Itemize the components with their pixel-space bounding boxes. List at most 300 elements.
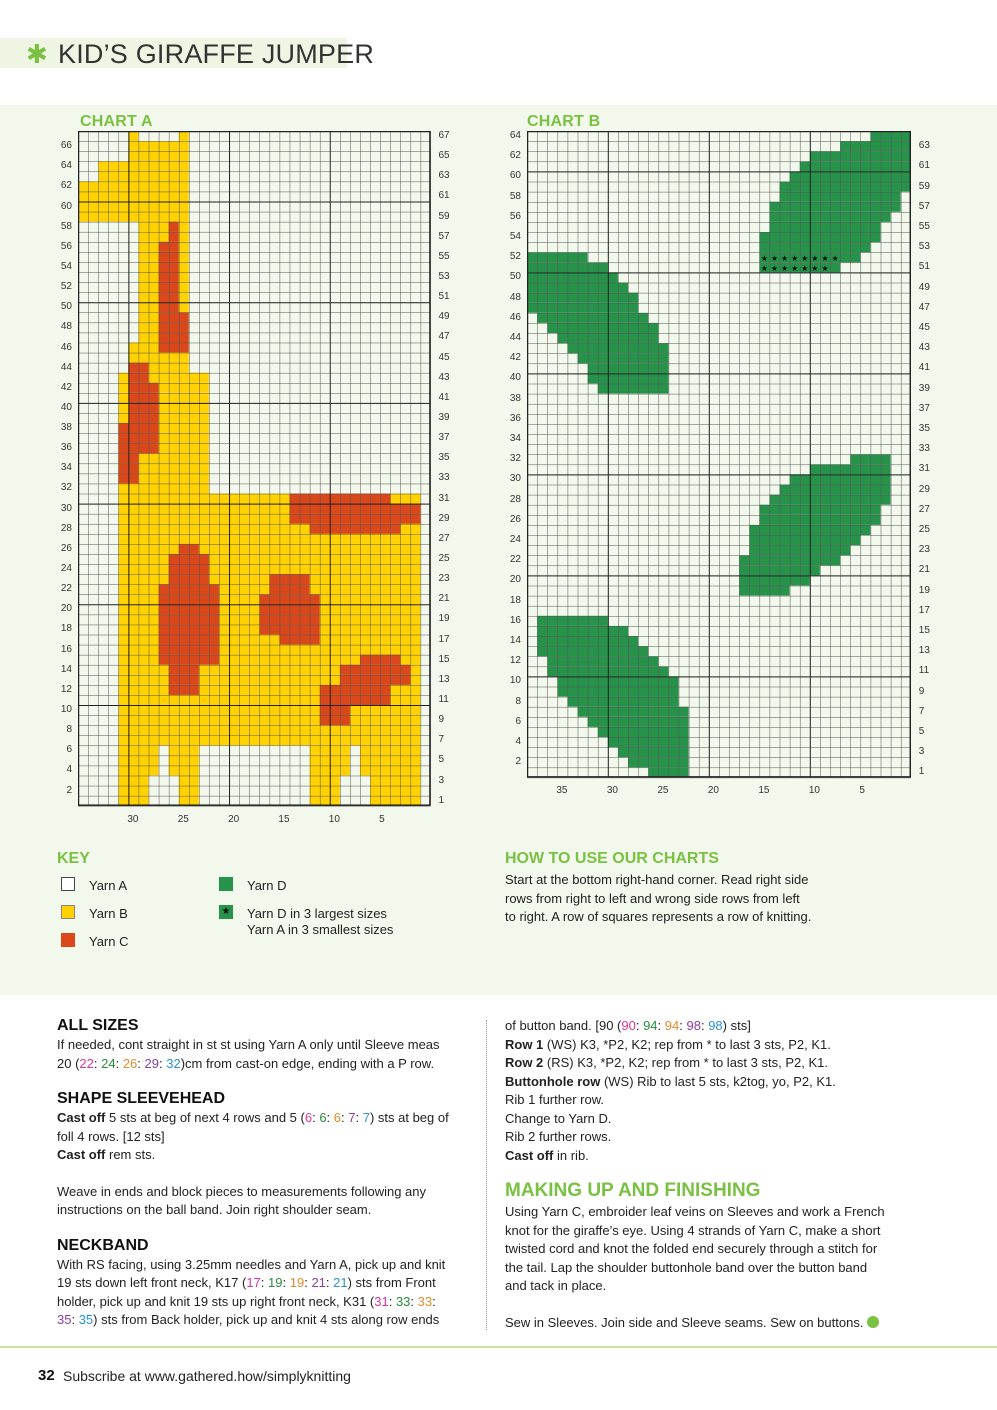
stitch-block [759, 505, 880, 515]
row-label: 45 [438, 351, 450, 363]
stitch-block [527, 272, 618, 282]
row-label: 31 [918, 463, 930, 475]
stitch-block [159, 292, 179, 302]
neck-line: 19 sts down left front neck, K17 (17: 19: 19: 21: 21) sts from Front [57, 1275, 436, 1290]
stitch-block [98, 161, 189, 171]
column-label: 10 [328, 813, 340, 825]
all-sizes-heading: ALL SIZES [57, 1017, 139, 1034]
column-label: 25 [177, 813, 189, 825]
stitch-block [769, 222, 880, 232]
howto-line: Start at the bottom right-hand corner. Read right side [505, 872, 809, 887]
row-label: 57 [438, 230, 450, 242]
row-label: 42 [60, 381, 72, 393]
row-label: 31 [438, 492, 450, 504]
page-title: KID’S GIRAFFE JUMPER [58, 39, 375, 69]
stitch-block [159, 242, 179, 252]
stitch-block [118, 775, 148, 785]
stitch-block [128, 141, 188, 151]
making-up-heading: MAKING UP AND FINISHING [505, 1180, 761, 1201]
stitch-block [118, 786, 148, 796]
row-label: 6 [515, 715, 521, 727]
star-stitch: ★ [760, 263, 768, 273]
stitch-block [128, 383, 148, 393]
row-label: 46 [60, 341, 72, 353]
yarn-d-label: Yarn D [247, 878, 287, 893]
stitch-block [169, 765, 199, 775]
stitch-block [810, 151, 911, 161]
row-label: 1 [438, 794, 444, 806]
row-label: 37 [918, 402, 930, 414]
row-label: 34 [509, 433, 521, 445]
row-label: 2 [515, 756, 521, 768]
row-label: 24 [60, 563, 72, 575]
cast-off-line: Cast off in rib. [505, 1147, 589, 1163]
column-label: 20 [228, 813, 240, 825]
row-label: 27 [918, 503, 930, 515]
row-label: 19 [438, 613, 450, 625]
row-label: 32 [60, 482, 72, 494]
stitch-block [169, 564, 209, 574]
row-label: 34 [60, 462, 72, 474]
making-line: twisted cord and knot the folded end securely through a stitch for [505, 1241, 878, 1256]
row-label: 62 [509, 150, 521, 162]
column-label: 10 [808, 785, 820, 797]
stitch-block [608, 737, 689, 747]
weave-line: instructions on the ball band. Join right shoulder seam. [57, 1202, 372, 1217]
row-label: 53 [438, 271, 450, 282]
stitch-block [648, 767, 688, 777]
row-label: 56 [60, 240, 72, 252]
buttonhole-line: Buttonhole row (WS) Rib to last 5 sts, k2tog, yo, P2, K1. [505, 1073, 836, 1089]
row-label: 16 [60, 643, 72, 655]
stitch-block [567, 697, 678, 707]
row-label: 48 [60, 321, 72, 333]
row-label: 40 [60, 401, 72, 413]
row-label: 30 [60, 502, 72, 514]
stitch-block [780, 192, 901, 202]
star-stitch: ★ [811, 263, 819, 273]
stitch-block [169, 755, 199, 765]
stitch-block [578, 353, 669, 363]
row-label: 61 [918, 160, 930, 172]
row-label: 13 [438, 673, 450, 685]
stitch-block [159, 252, 179, 262]
star-stitch: ★ [760, 253, 768, 263]
stitch-block [128, 423, 158, 433]
shape-line: Cast off 5 sts at beg of next 4 rows and 5 (6: 6: 6: 7: 7) sts at beg of [57, 1110, 449, 1125]
row-label: 13 [918, 645, 930, 657]
chart-b-grid [527, 131, 911, 779]
stitch-block [769, 212, 890, 222]
row-label: 29 [918, 483, 930, 495]
row-label: 54 [509, 231, 521, 243]
stitch-block [269, 574, 309, 584]
stitch-block [118, 745, 158, 755]
star-stitch: ★ [831, 253, 839, 263]
stitch-block [320, 705, 350, 715]
star-stitch: ★ [770, 253, 779, 263]
left-text-column [57, 1016, 477, 1330]
row-label: 65 [438, 150, 450, 162]
row-label: 24 [509, 534, 521, 546]
stitch-block [159, 312, 189, 322]
change-line: Change to Yarn D. [505, 1110, 612, 1126]
row-label: 44 [60, 361, 72, 373]
row-label: 59 [918, 180, 930, 192]
stitch-block [159, 645, 219, 655]
stitch-block [118, 725, 420, 735]
stitch-block [118, 715, 420, 725]
stitch-block [279, 635, 319, 645]
stitch-block [259, 594, 319, 604]
row-label: 55 [438, 250, 450, 262]
stitch-block [138, 222, 188, 232]
stitch-block [310, 796, 340, 806]
row-label: 9 [438, 714, 444, 726]
stitch-block [128, 413, 158, 423]
row-label: 51 [918, 261, 930, 273]
stitch-block [118, 796, 148, 806]
stitch-block [749, 535, 860, 545]
column-label: 5 [379, 813, 385, 825]
row-label: 36 [509, 412, 521, 424]
stitch-block [759, 242, 870, 252]
row-label: 21 [918, 564, 930, 576]
column-label: 15 [758, 785, 770, 797]
stitch-block [169, 222, 179, 232]
column-divider [486, 1020, 487, 1330]
yarn-a-label: Yarn A [89, 878, 128, 893]
yarn-b-label: Yarn B [89, 906, 128, 921]
row-label: 38 [60, 422, 72, 434]
row-label: 11 [918, 665, 930, 677]
row-label: 8 [515, 695, 521, 707]
column-label: 20 [707, 785, 719, 797]
stitch-block [159, 322, 189, 332]
row-label: 8 [66, 724, 72, 736]
making-line: Using Yarn C, embroider leaf veins on Sleeves and work a French [505, 1204, 885, 1219]
stitch-block [179, 796, 199, 806]
stitch-block [769, 495, 890, 505]
chart-b-title: CHART B [527, 113, 601, 130]
stitch-block [537, 313, 648, 323]
page-number: 32 [38, 1367, 55, 1384]
stitch-block [790, 474, 891, 484]
row-label: 28 [60, 522, 72, 534]
row-label: 18 [509, 594, 521, 606]
stitch-block [78, 201, 108, 211]
stitch-block [78, 191, 189, 201]
stitch-block [159, 342, 189, 352]
column-label: 15 [278, 813, 290, 825]
star-stitch: ★ [770, 263, 779, 273]
row-label: 26 [60, 542, 72, 554]
stitch-block [360, 765, 420, 775]
stitch-block [310, 524, 401, 534]
row-label: 5 [438, 754, 444, 766]
row-label: 10 [509, 675, 521, 687]
yarn-c-swatch [61, 933, 75, 947]
row-label: 52 [509, 251, 521, 263]
row-label: 57 [918, 200, 930, 212]
stitch-block [370, 786, 420, 796]
stitch-block [547, 656, 658, 666]
row-label: 40 [509, 372, 521, 384]
yarn-ball-icon [867, 1316, 879, 1328]
stitch-block [118, 483, 209, 493]
stitch-block [179, 131, 189, 141]
neck-line: With RS facing, using 3.25mm needles and Yarn A, pick up and knit [57, 1256, 446, 1272]
row-label: 26 [509, 513, 521, 525]
row-label: 49 [918, 281, 930, 293]
stitch-block [537, 626, 628, 636]
row-label: 39 [438, 411, 450, 423]
stitch-block [159, 604, 219, 614]
shape-sleevehead-heading: SHAPE SLEEVEHEAD [57, 1090, 226, 1107]
stitch-block [159, 282, 179, 292]
row-label: 29 [438, 512, 450, 524]
making-line: Sew in Sleeves. Join side and Sleeve seams. Sew on buttons. [505, 1314, 925, 1333]
stitch-block [179, 544, 199, 554]
stitch-block [598, 727, 689, 737]
row-label: 7 [918, 705, 925, 717]
stitch-block [138, 403, 158, 413]
row-label: 25 [918, 523, 930, 535]
row-label: 52 [60, 281, 72, 293]
row-label: 50 [509, 271, 521, 283]
star-stitch: ★ [821, 253, 829, 263]
row-label: 16 [509, 614, 521, 626]
stitch-block [370, 775, 420, 785]
row-label: 22 [509, 554, 521, 566]
all-sizes-line: 20 (22: 24: 26: 29: 32)cm from cast-on edge, ending with a P row. [57, 1055, 435, 1071]
row-label: 15 [918, 624, 930, 636]
stitch-block [128, 443, 158, 453]
yarn-d-swatch [219, 877, 233, 891]
stitch-block [588, 363, 669, 373]
stitch-block [169, 745, 199, 755]
column-label: 30 [127, 813, 139, 825]
row-label: 4 [515, 736, 521, 748]
column-label: 25 [657, 785, 669, 797]
stitch-block [527, 262, 608, 272]
stitch-block [749, 545, 850, 555]
star-stitch: ★ [791, 253, 799, 263]
shape-line: foll 4 rows. [12 sts] [57, 1128, 165, 1144]
stitch-block [118, 735, 420, 745]
row-label: 45 [918, 321, 930, 333]
row-label: 5 [918, 725, 925, 737]
row-label: 66 [60, 140, 72, 152]
stitch-block [739, 586, 790, 596]
row-1-line: Row 1 (WS) K3, *P2, K2; rep from * to last 3 sts, P2, K1. [505, 1036, 831, 1052]
stitch-block [128, 353, 188, 363]
neck-line: 35: 35) sts from Back holder, pick up and knit 4 sts along row ends [57, 1312, 440, 1327]
star-stitch: ★ [780, 253, 789, 263]
row-label: 33 [918, 443, 930, 455]
stitch-block [159, 262, 179, 272]
stitch-block [289, 494, 390, 504]
row-label: 1 [918, 766, 925, 778]
stitch-block [78, 181, 189, 191]
stitch-block [78, 212, 128, 222]
row-label: 35 [438, 452, 450, 464]
stitch-block [759, 232, 880, 242]
stitch-block [179, 786, 199, 796]
stitch-block [739, 565, 820, 575]
stitch-block [128, 433, 158, 443]
footer-link[interactable]: Subscribe at www.gathered.how/simplyknitting [63, 1368, 351, 1384]
making-line: the tail. Lap the shoulder buttonhole band over the button band [505, 1259, 868, 1275]
row-label: 46 [509, 311, 521, 323]
stitch-block [128, 131, 138, 141]
stitch-block [850, 454, 890, 464]
row-label: 53 [918, 241, 930, 253]
stitch-block [169, 554, 209, 564]
stitch-block [870, 131, 910, 141]
stitch-block [320, 715, 350, 725]
row-label: 19 [918, 584, 930, 596]
stitch-block [169, 232, 179, 242]
column-label: 5 [859, 785, 865, 797]
stitch-block [159, 624, 219, 634]
row-label: 60 [60, 200, 72, 212]
howto-heading: HOW TO USE OUR CHARTS [505, 850, 719, 867]
stitch-block [259, 614, 319, 624]
stitch-block [118, 534, 420, 544]
stitch-block [269, 584, 309, 594]
row-label: 61 [438, 190, 450, 202]
row-label: 39 [918, 382, 930, 394]
stitch-block [98, 171, 189, 181]
stitch-block [118, 705, 420, 715]
key-heading: KEY [57, 850, 90, 867]
stitch-block [169, 675, 199, 685]
row-label: 50 [60, 301, 72, 313]
star-stitch: ★ [791, 263, 799, 273]
all-sizes-line: If needed, cont straight in st st using Yarn A only until Sleeve meas [57, 1037, 440, 1052]
row-label: 36 [60, 442, 72, 454]
neck-line: holder, pick up and knit 19 sts up right front neck, K31 (31: 33: 33: [57, 1293, 436, 1309]
stitch-block [527, 252, 588, 262]
row-label: 37 [438, 432, 450, 444]
stitch-block [527, 283, 628, 293]
row-label: 62 [60, 180, 72, 192]
row-label: 42 [509, 352, 521, 364]
yarn-b-swatch [61, 905, 75, 919]
row-label: 43 [918, 342, 930, 354]
row-label: 22 [60, 583, 72, 595]
row-label: 4 [66, 764, 72, 776]
star-stitch: ★ [821, 263, 829, 273]
row-label: 67 [438, 130, 450, 142]
neckband-heading: NECKBAND [57, 1236, 149, 1254]
stitch-block [128, 151, 188, 161]
chart-a-title: CHART A [80, 113, 153, 130]
stitch-block [739, 555, 840, 565]
stitch-block [118, 554, 420, 564]
stitch-block [179, 775, 199, 785]
row-label: 3 [438, 774, 444, 786]
stitch-block [780, 485, 891, 495]
footer-line [0, 1346, 997, 1348]
row-label: 14 [60, 663, 72, 675]
rib-line: Rib 2 further rows. [505, 1129, 612, 1144]
row-label: 60 [509, 170, 521, 182]
stitch-block [557, 333, 658, 343]
stitch-block [360, 755, 420, 765]
stitch-block [800, 161, 911, 171]
howto-line: rows from right to left and wrong side rows from left [505, 890, 800, 906]
stitch-block [169, 665, 199, 675]
row-label: 49 [438, 311, 450, 323]
row-label: 41 [918, 362, 930, 374]
stitch-block [128, 373, 148, 383]
stitch-block [128, 393, 148, 403]
stitch-block [118, 765, 158, 775]
stitch-block [790, 171, 911, 181]
row-label: 7 [438, 734, 444, 746]
star-stitch: ★ [801, 253, 809, 263]
stitch-block [557, 687, 678, 697]
row-label: 48 [509, 291, 521, 303]
flower-icon: ✱ [26, 39, 48, 69]
row-label: 38 [509, 392, 521, 404]
row-label: 6 [66, 744, 72, 756]
howto-body [505, 871, 825, 927]
making-line: and tack in place. [505, 1278, 607, 1293]
stitch-block [159, 655, 219, 665]
shape-line: Cast off rem sts. [57, 1147, 156, 1162]
row-label: 59 [438, 210, 450, 222]
row-label: 12 [60, 683, 72, 695]
stitch-block [169, 574, 209, 584]
row-label: 35 [918, 422, 930, 434]
stitch-block [159, 332, 189, 342]
row-label: 20 [509, 574, 521, 586]
row-label: 47 [438, 331, 450, 343]
row-label: 17 [438, 633, 450, 645]
row-label: 28 [509, 493, 521, 505]
howto-line: to right. A row of squares represents a row of knitting. [505, 909, 812, 924]
row-label: 63 [918, 140, 930, 152]
row-label: 17 [918, 604, 930, 616]
row-label: 23 [438, 573, 450, 585]
stitch-block [159, 594, 219, 604]
row-label: 56 [509, 210, 521, 222]
row-label: 63 [438, 170, 450, 182]
stitch-block [527, 293, 638, 303]
stitch-block [118, 544, 420, 554]
stitch-block [588, 717, 689, 727]
star-stitch: ★ [801, 263, 809, 273]
stitch-block [547, 323, 658, 333]
row-label: 2 [66, 784, 72, 796]
column-label: 30 [606, 785, 618, 797]
stitch-block [360, 655, 400, 665]
stitch-block [138, 232, 188, 242]
rib-line: Rib 1 further row. [505, 1092, 604, 1107]
row-label: 10 [60, 704, 72, 716]
row-label: 41 [438, 391, 450, 403]
row-label: 11 [438, 693, 449, 705]
row-label: 44 [509, 332, 521, 344]
star-stitch: ★ [780, 263, 789, 273]
row-label: 43 [438, 371, 450, 383]
row-label: 64 [509, 130, 521, 142]
stitch-block [759, 515, 880, 525]
star-icon: ★ [219, 905, 233, 919]
